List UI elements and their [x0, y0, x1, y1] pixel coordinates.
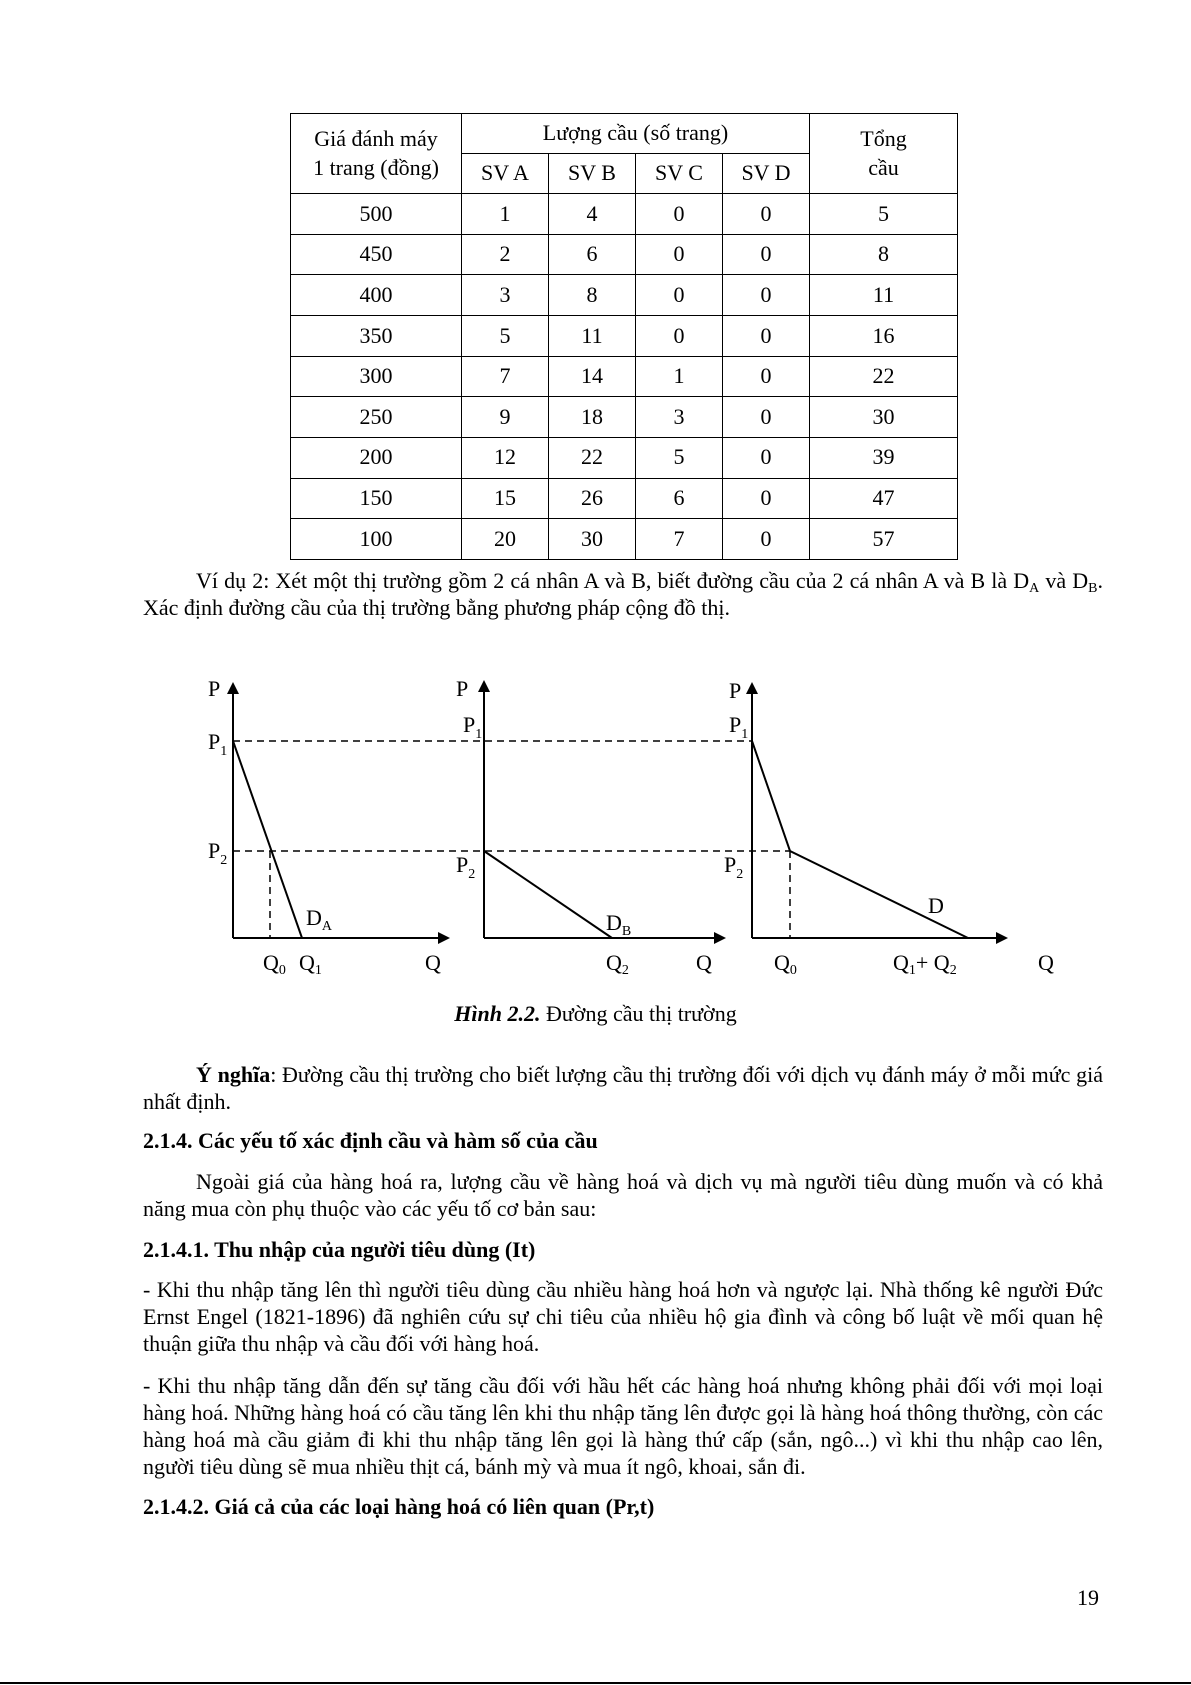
label-q1-a: Q1	[299, 950, 322, 978]
demand-table	[290, 113, 958, 560]
table-row: 150 15 26 6 0 47	[291, 478, 958, 519]
student-header: SV C	[636, 154, 723, 194]
label-q0-market: Q0	[774, 950, 797, 978]
student-header: SV B	[549, 154, 636, 194]
axis-label-q-a: Q	[425, 950, 441, 975]
table-row: 250 9 18 3 0 30	[291, 397, 958, 438]
label-p2-a: $P_2$	[208, 838, 228, 868]
income-paragraph-2: - Khi thu nhập tăng dẫn đến sự tăng cầu đối với hầu hết các hàng hoá nhưng không phải đối với mọi loại hàng hoá. Những hàng hoá có cầu tăng lên khi thu nhập tăng lên được gọi là hàng hoá thông thường, còn các hàng hoá mà cầu giảm đi khi thu nhập tăng lên gọi là hàng thứ cấp (sắn, ngô...) vì khi thu nhập cao lên, người tiêu dùng sẽ mua nhiều thịt cá, bánh mỳ và mua ít ngô, khoai, sắn đi.	[143, 1373, 1103, 1479]
example-2-text: Ví dụ 2: Xét một thị trường gồm 2 cá nhân A và B, biết đường cầu của 2 cá nhân A và B là $D_A$ và $D_B$. Xác định đường cầu của thị trường bằng phương pháp cộng đồ thị.	[143, 568, 1103, 620]
figure-caption: Hình 2.2. Đường cầu thị trường	[454, 1001, 737, 1026]
market-demand-figure	[0, 660, 1191, 990]
axis-label-p-b: P	[456, 676, 469, 701]
label-d-market: D	[928, 893, 944, 918]
label-p2-market: $P_2$	[724, 852, 744, 882]
table-row: 200 12 22 5 0 39	[291, 437, 958, 478]
demand-curve-a	[233, 741, 302, 938]
label-da: $D_A$	[306, 905, 333, 934]
student-header: SV A	[462, 154, 549, 194]
axis-label-p-a: P	[208, 676, 221, 701]
table-row: 400 3 8 0 0 11	[291, 275, 958, 316]
table-row: 350 5 11 0 0 16	[291, 315, 958, 356]
page-number: 19	[1077, 1585, 1099, 1610]
price-header: Giá đánh máy 1 trang (đồng)	[291, 114, 462, 194]
demand-header: Lượng cầu (số trang)	[462, 114, 810, 154]
axis-label-p-market: P	[729, 678, 742, 703]
label-db: $D_B$	[606, 910, 632, 939]
label-q0-a: Q0	[263, 950, 286, 978]
label-p1-a: $P_1$	[208, 729, 228, 759]
label-p1-b: $P_1$	[463, 712, 483, 742]
section-heading-2-1-4-2: 2.1.4.2. Giá cả của các loại hàng hoá có liên quan (Pr,t)	[143, 1494, 655, 1519]
income-paragraph-1: - Khi thu nhập tăng lên thì người tiêu dùng cầu nhiều hàng hoá hơn và ngược lại. Nhà thống kê người Đức Ernst Engel (1821-1896) đã nghiên cứu sự chi tiêu của nhiều hộ gia đình và công bố luật về mối quan hệ thuận giữa thu nhập và cầu đối với hàng hoá.	[143, 1277, 1103, 1356]
label-p1-market: $P_1$	[729, 712, 749, 742]
section-heading-2-1-4: 2.1.4. Các yếu tố xác định cầu và hàm số của cầu	[143, 1128, 598, 1153]
demand-curve-b	[484, 851, 612, 938]
total-header: Tổng cầu	[810, 114, 958, 194]
section-intro-paragraph: Ngoài giá của hàng hoá ra, lượng cầu về hàng hoá và dịch vụ mà người tiêu dùng muốn và có khả năng mua còn phụ thuộc vào các yếu tố cơ bản sau:	[143, 1169, 1103, 1221]
axis-label-q-b: Q	[696, 950, 712, 975]
label-q2-b: Q2	[606, 950, 629, 978]
bottom-rule	[0, 1682, 1191, 1684]
table-row: 100 20 30 7 0 57	[291, 519, 958, 560]
label-p2-b: $P_2$	[456, 852, 476, 882]
label-q1-plus-q2: Q1+ Q2	[893, 950, 957, 978]
axis-label-q-market: Q	[1038, 950, 1054, 975]
student-header: SV D	[723, 154, 810, 194]
meaning-paragraph: Ý nghĩa: Đường cầu thị trường cho biết lượng cầu thị trường đối với dịch vụ đánh máy ở mỗi mức giá nhất định.	[143, 1062, 1103, 1114]
table-row: 500 1 4 0 0 5	[291, 194, 958, 235]
table-row: 300 7 14 1 0 22	[291, 356, 958, 397]
section-heading-2-1-4-1: 2.1.4.1. Thu nhập của người tiêu dùng (It)	[143, 1237, 536, 1262]
table-row: 450 2 6 0 0 8	[291, 234, 958, 275]
